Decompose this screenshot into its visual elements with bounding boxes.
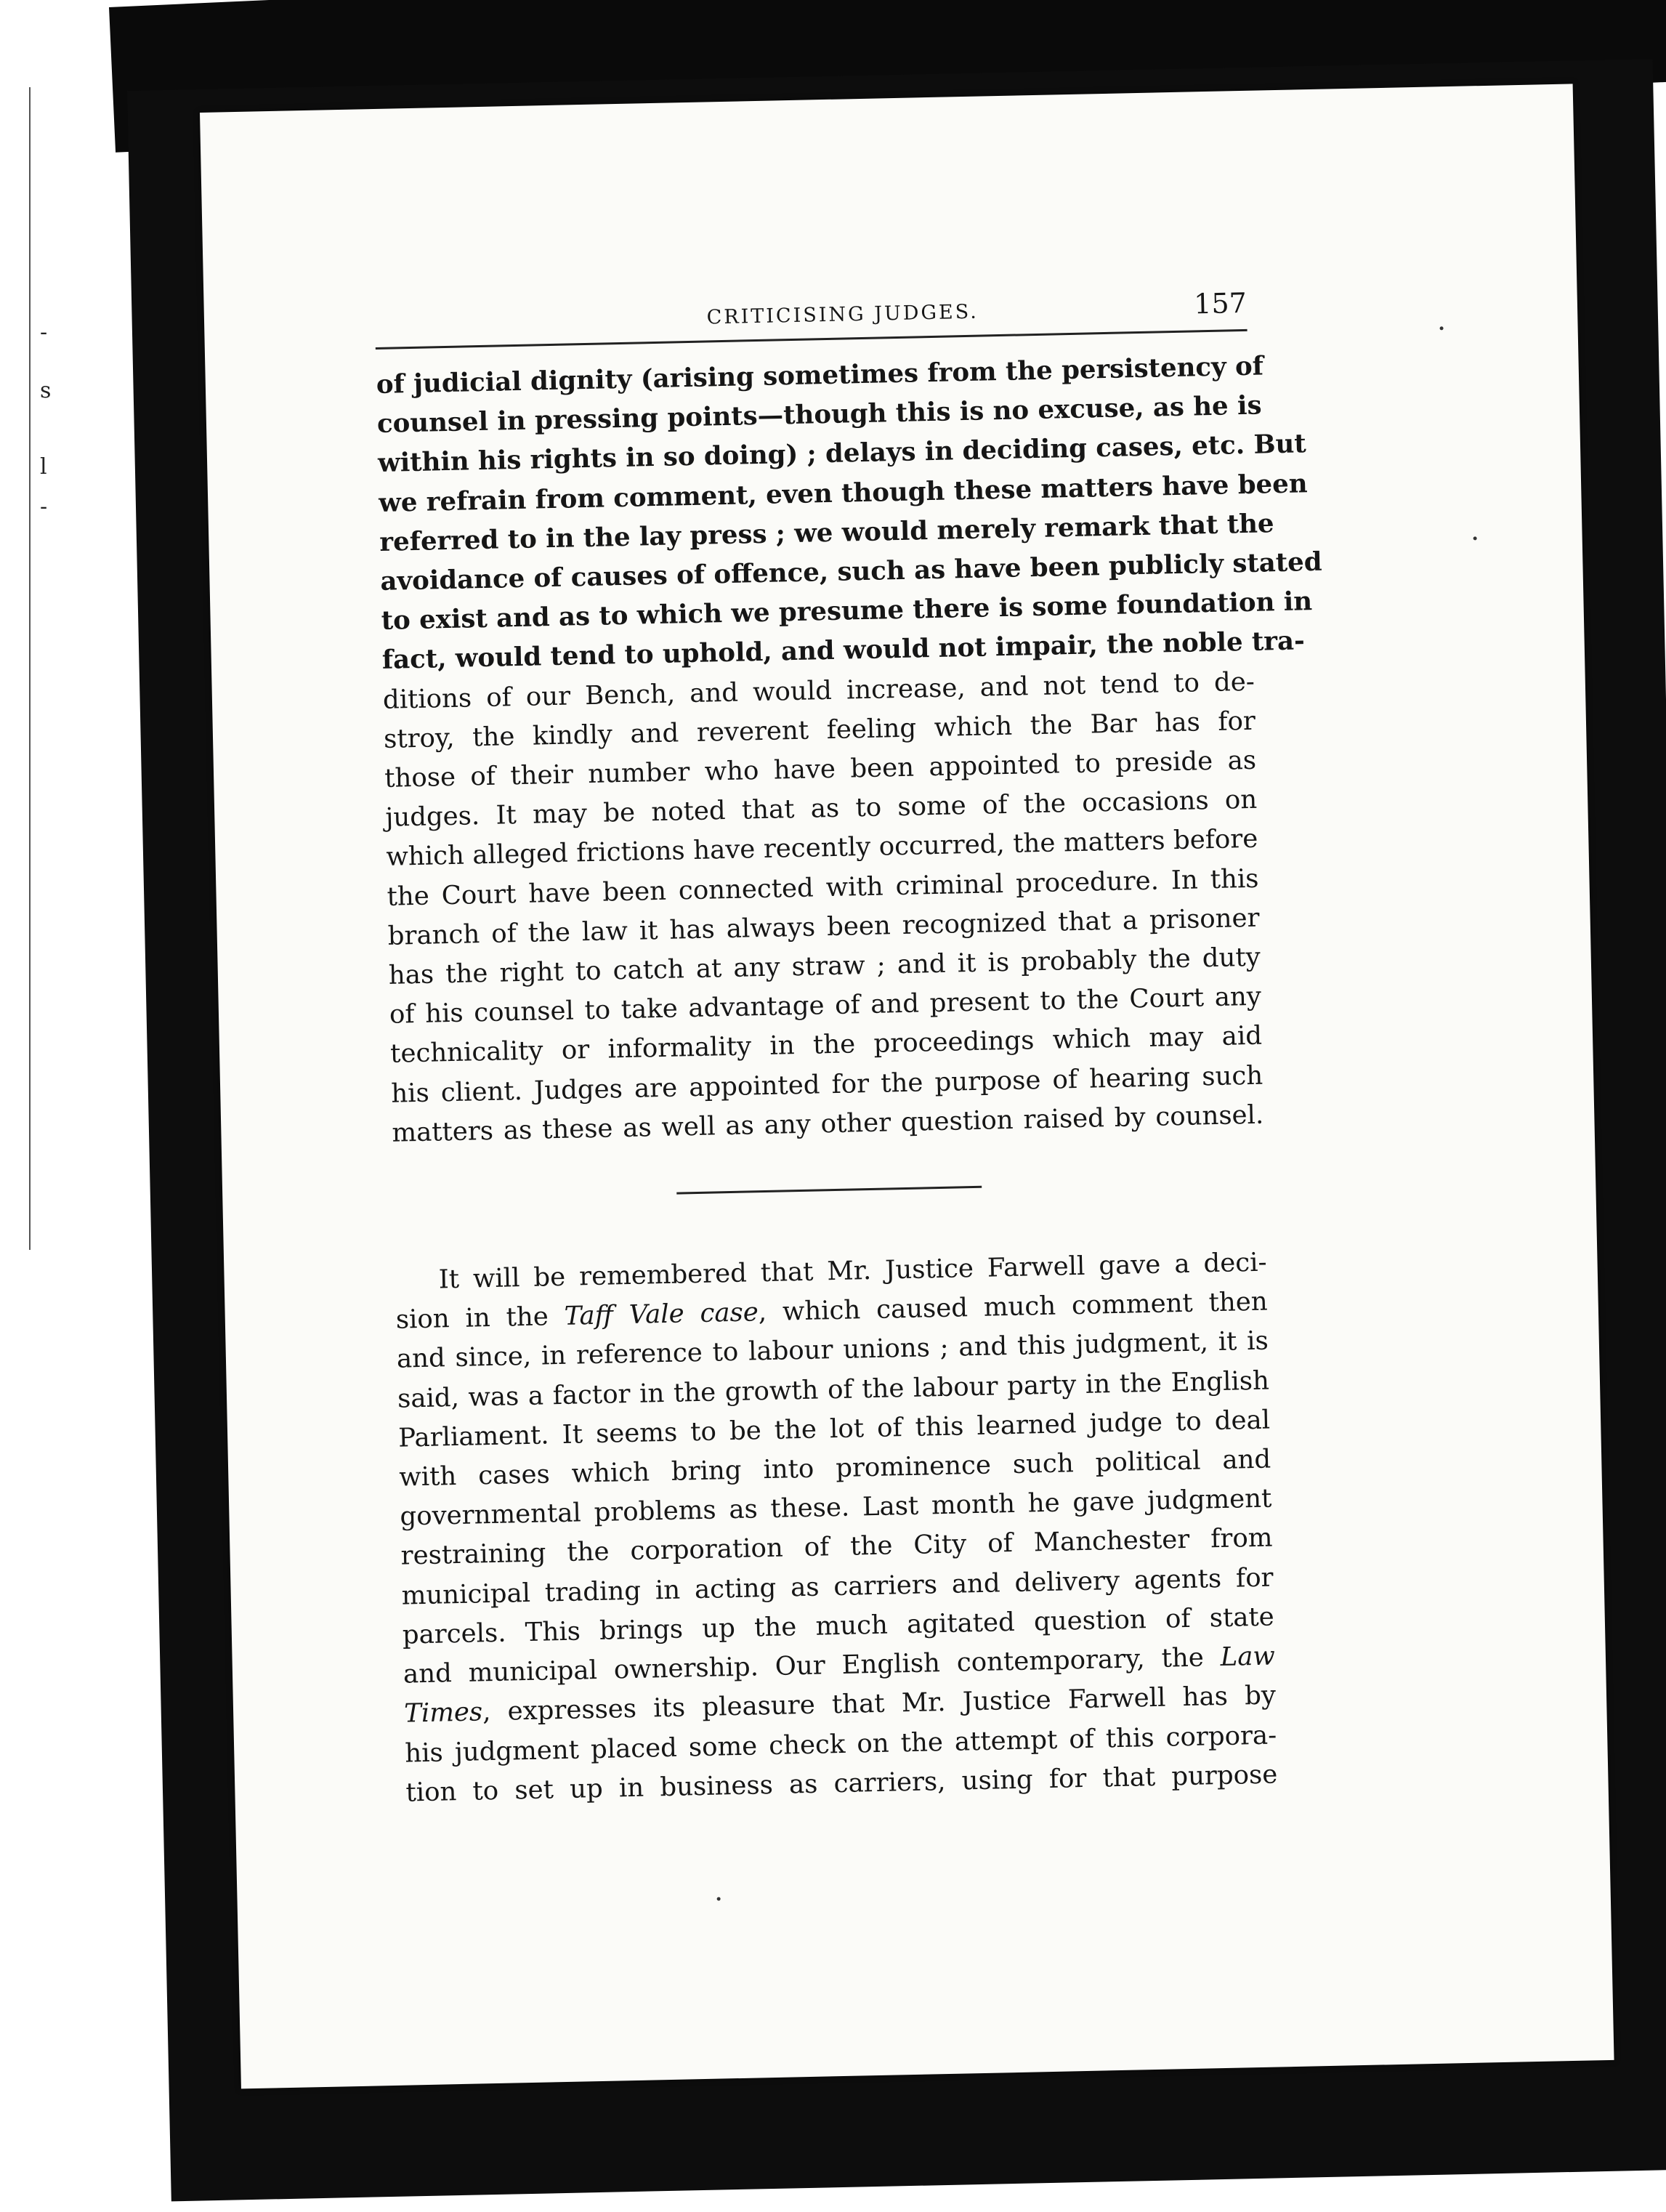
text-line: with cases which bring into prominence such political and [398, 1444, 1271, 1493]
page-number: 157 [1193, 286, 1248, 320]
text-run: , expresses its pleasure that Mr. Justice Farwell has by [482, 1680, 1277, 1727]
text-line: referred to in the lay press ; we would merely remark that the [379, 508, 1274, 557]
text-line: has the right to catch at any straw ; and it is probably the duty [388, 942, 1261, 990]
text-line: of his counsel to take advantage of and present to the Court any [389, 981, 1262, 1030]
paragraph-criticising-judges [376, 347, 1322, 1153]
text-line: ditions of our Bench, and would increase, and not tend to de- [382, 666, 1255, 715]
text-line: the Court have been connected with criminal procedure. In this [387, 863, 1259, 912]
text-line: judges. It may be noted that as to some of the occasions on [384, 784, 1258, 833]
text-line: It will be remembered that Mr. Justice Farwell gave a deci- [438, 1247, 1267, 1295]
text-line: those of their number who have been appointed to preside as [384, 745, 1257, 794]
running-title: CRITICISING JUDGES. [706, 300, 979, 329]
text-line: tion to set up in business as carriers, using for that purpose [405, 1759, 1278, 1808]
text-line: municipal trading in acting as carriers and delivery agents for [401, 1562, 1274, 1611]
facing-page-fragment: - [40, 494, 48, 520]
facing-page-fragment: - [40, 320, 48, 345]
text-line: Parliament. It seems to be the lot of this learned judge to deal [397, 1405, 1271, 1453]
text-line: branch of the law it has always been recognized that a prisoner [387, 903, 1260, 951]
publication-title: Law [1220, 1641, 1276, 1673]
text-line: technicality or informality in the proceedings which may aid [389, 1021, 1263, 1070]
text-line: of judicial dignity (arising sometimes from the persistency of [376, 351, 1264, 400]
text-line: we refrain from comment, even though these matters have been [378, 468, 1308, 518]
text-line: said, was a factor in the growth of the labour party in the English [397, 1365, 1270, 1414]
text-line: fact, would tend to uphold, and would not impair, the noble tra- [381, 626, 1306, 676]
text-line: his judgment placed some check on the attempt of this corpora- [404, 1719, 1277, 1769]
running-head [375, 287, 1248, 350]
paragraph-farwell-judgment [395, 1243, 1278, 1813]
ink-speck [1440, 326, 1444, 330]
text-line: to exist and as to which we presume there is some foundation in [381, 586, 1313, 637]
ink-speck [717, 1897, 721, 1901]
text-line: restraining the corporation of the City of Manchester from [400, 1522, 1273, 1572]
text-line: his client. Judges are appointed for the purpose of hearing such [390, 1060, 1263, 1109]
text-line: within his rights in so doing) ; delays in deciding cases, etc. But [377, 429, 1307, 479]
section-divider [676, 1186, 982, 1195]
text-block [375, 286, 1322, 1813]
facing-page-margin [0, 0, 109, 2212]
text-line: governmental problems as these. Last month he gave judgment [400, 1483, 1272, 1532]
book-page [200, 84, 1614, 2088]
text-line: and since, in reference to labour unions ; and this judgment, it is [396, 1326, 1269, 1375]
facing-page-edge [29, 87, 31, 1250]
text-line: avoidance of causes of offence, such as have been publicly stated [380, 546, 1322, 597]
text-run: and municipal ownership. Our English contemporary, the [403, 1642, 1221, 1690]
text-line: matters as these as well as any other question raised by counsel. [392, 1099, 1264, 1148]
publication-title: Times [403, 1697, 483, 1729]
facing-page-fragment: l [40, 454, 47, 480]
text-line: counsel in pressing points—though this is no excuse, as he is [376, 390, 1262, 440]
text-run: , which caused much comment then [758, 1286, 1269, 1328]
text-run: sion in the [395, 1301, 565, 1335]
ink-speck [1473, 536, 1477, 540]
text-line: parcels. This brings up the much agitated question of state [402, 1602, 1275, 1650]
text-line: which alleged frictions have recently occurred, the matters before [386, 824, 1258, 873]
facing-page-fragment: s [40, 378, 52, 403]
case-title: Taff Vale case [564, 1297, 759, 1332]
text-line: stroy, the kindly and reverent feeling which the Bar has for [383, 706, 1256, 754]
